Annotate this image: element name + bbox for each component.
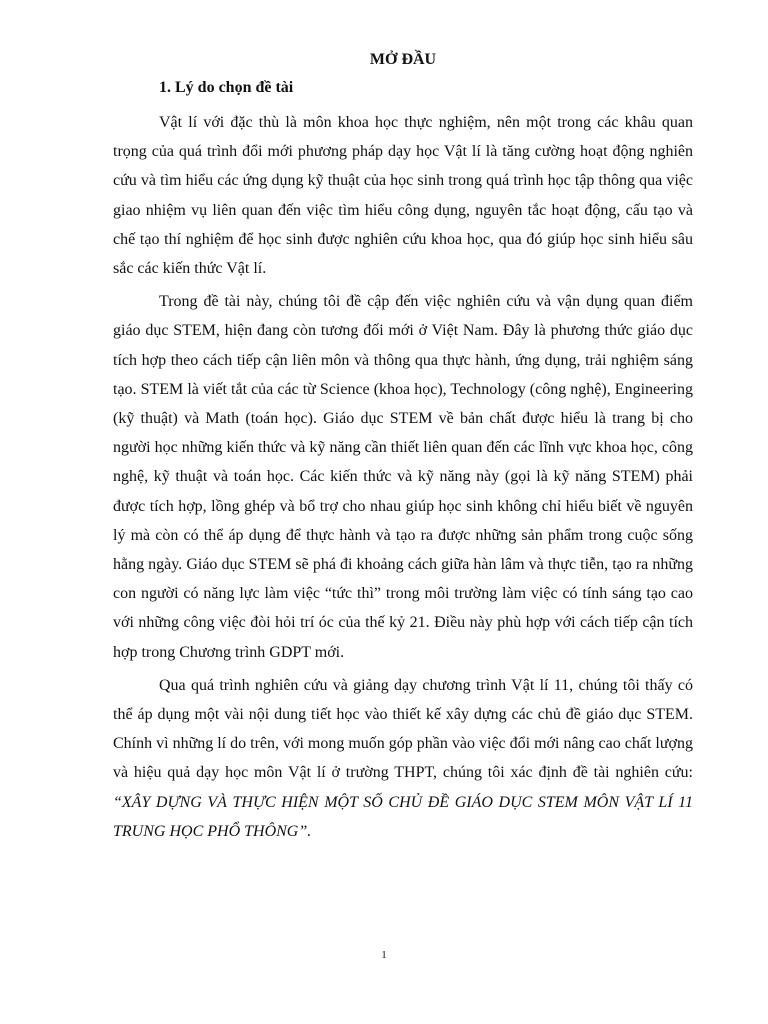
section-heading: 1. Lý do chọn đề tài — [159, 79, 294, 96]
document-body — [113, 50, 693, 850]
research-topic-title: “XÂY DỰNG VÀ THỰC HIỆN MỘT SỐ CHỦ ĐỀ GIÁO DỤC STEM MÔN VẬT LÍ 11 TRUNG HỌC PHỔ THÔNG”. — [113, 793, 693, 840]
page-title: MỞ ĐẦU — [369, 51, 437, 68]
paragraph-1: Vật lí với đặc thù là môn khoa học thực nghiệm, nên một trong các khâu quan trọng của quá trình đổi mới phương pháp dạy học Vật lí là tăng cường hoạt động nghiên cứu và tìm hiểu các ứng dụng kỹ thuật của học sinh trong quá trình học tập thông qua việc giao nhiệm vụ liên quan đến việc tìm hiểu công dụng, nguyên tắc hoạt động, cấu tạo và chế tạo thí nghiệm để học sinh được nghiên cứu khoa học, qua đó giúp học sinh hiểu sâu sắc các kiến thức Vật lí. — [113, 114, 693, 278]
paragraph-2: Trong đề tài này, chúng tôi đề cập đến việc nghiên cứu và vận dụng quan điểm giáo dục STEM, hiện đang còn tương đối mới ở Việt Nam. Đây là phương thức giáo dục tích hợp theo cách tiếp cận liên môn và thông qua thực hành, ứng dụng, trải nghiệm sáng tạo. STEM là viết tắt của các từ Science (khoa học), Technology (công nghệ), Engineering (kỹ thuật) và Math (toán học). Giáo dục STEM về bản chất được hiểu là trang bị cho người học những kiến thức và kỹ năng cần thiết liên quan đến các lĩnh vực khoa học, công nghệ, kỹ thuật và toán học. Các kiến thức và kỹ năng này (gọi là kỹ năng STEM) phải được tích hợp, lồng ghép và bổ trợ cho nhau giúp học sinh không chỉ hiểu biết về nguyên lý mà còn có thể áp dụng để thực hành và tạo ra được những sản phẩm trong cuộc sống hằng ngày. Giáo dục STEM sẽ phá đi khoảng cách giữa hàn lâm và thực tiễn, tạo ra những con người có năng lực làm việc “tức thì” trong môi trường làm việc có tính sáng tạo cao với những công việc đòi hỏi trí óc của thế kỷ 21. Điều này phù hợp với cách tiếp cận tích hợp trong Chương trình GDPT mới. — [113, 293, 693, 661]
paragraph-3-text: Qua quá trình nghiên cứu và giảng dạy chương trình Vật lí 11, chúng tôi thấy có thể áp dụng một vài nội dung tiết học vào thiết kế xây dựng các chủ đề giáo dục STEM. Chính vì những lí do trên, với mong muốn góp phần vào việc đổi mới nâng cao chất lượng và hiệu quả dạy học môn Vật lí ở trường THPT, chúng tôi xác định đề tài nghiên cứu: — [113, 676, 693, 782]
paragraph-3 — [113, 671, 693, 846]
page-number: 1 — [381, 949, 387, 961]
